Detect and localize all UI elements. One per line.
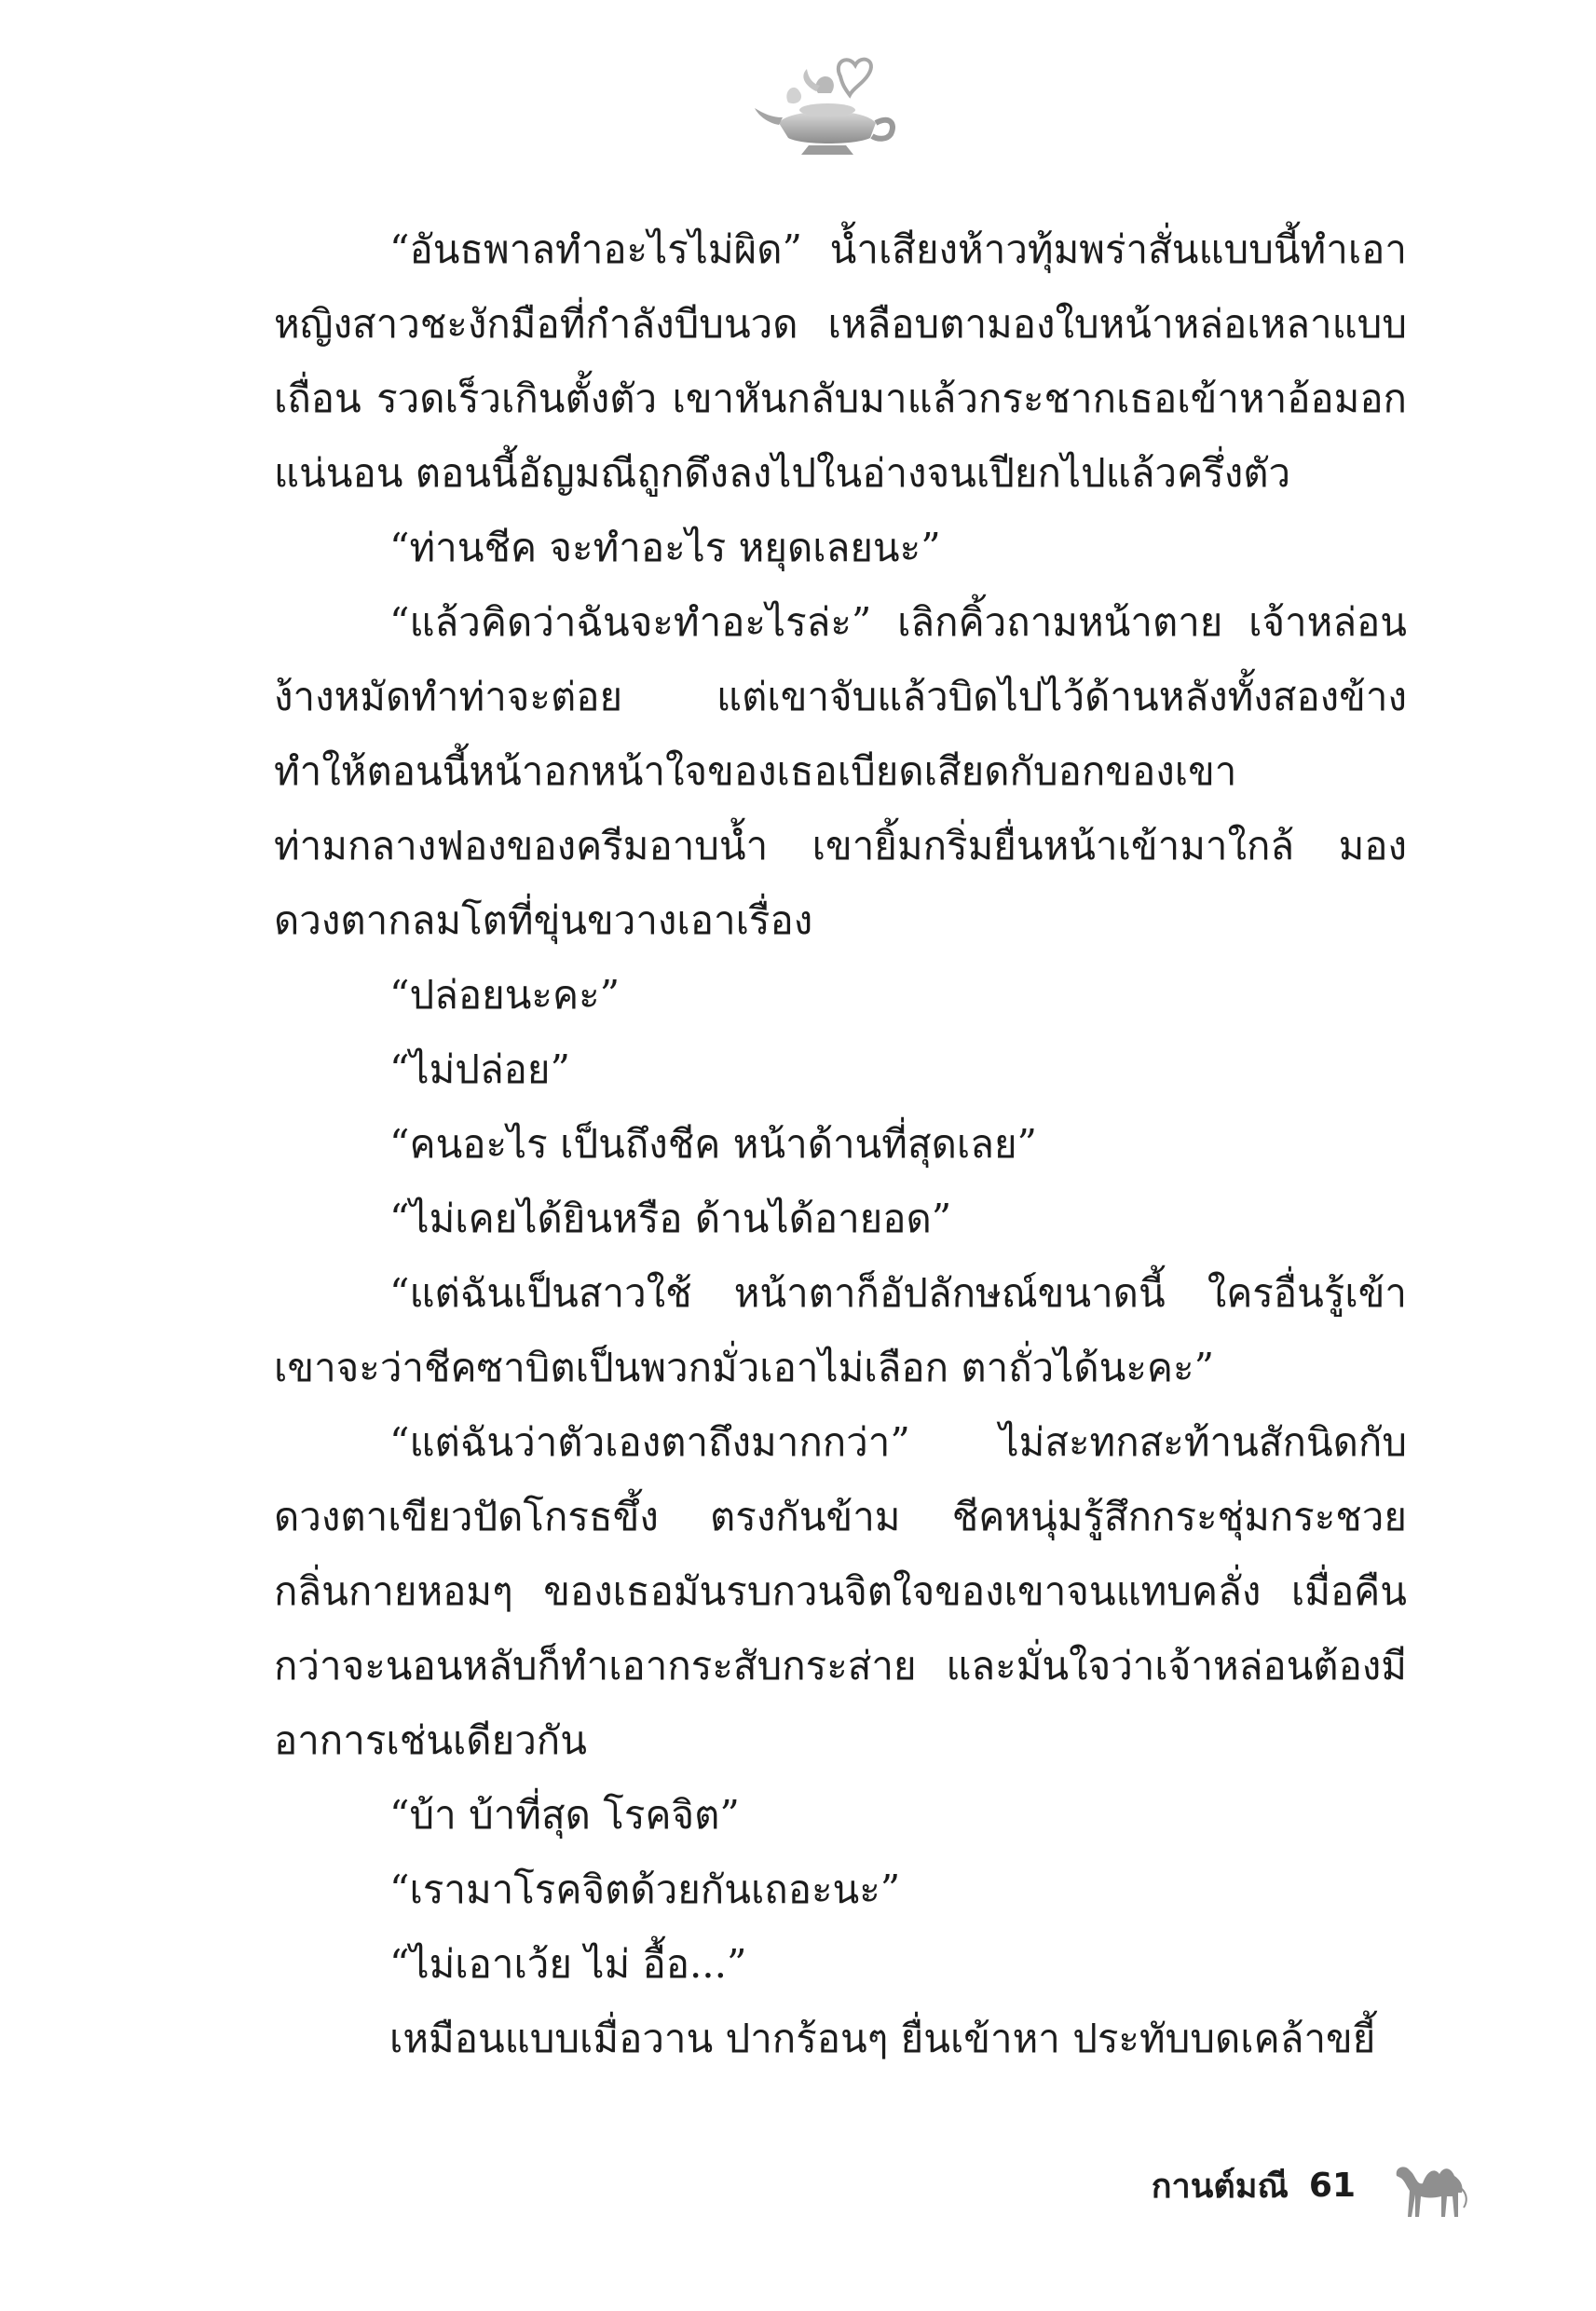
page-footer (1152, 2145, 1473, 2225)
paragraph: “บ้า บ้าที่สุด โรคจิต” (389, 1792, 740, 1838)
paragraph: “แต่ฉันเป็นสาวใช้ หน้าตาก็อัปลักษณ์ขนาดนี้ ใครอื่นรู้เข้าเขาจะว่าชีคซาบิตเป็นพวกมั่วเอาไม่เลือก ตาถั่วได้นะคะ” (274, 1270, 1407, 1390)
paragraph: “ไม่เคยได้ยินหรือ ด้านได้อายอด” (389, 1196, 952, 1241)
genie-lamp-icon (751, 48, 900, 160)
paragraph: “คนอะไร เป็นถึงชีค หน้าด้านที่สุดเลย” (389, 1121, 1038, 1167)
paragraph: “อันธพาลทำอะไรไม่ผิด” น้ำเสียงห้าวทุ้มพร่าสั่นแบบนี้ทำเอาหญิงสาวชะงักมือที่กำลังบีบนวด เหลือบตามองใบหน้าหล่อเหลาแบบเถื่อน รวดเร็วเกินตั้งตัว เขาหันกลับมาแล้วกระชากเธอเข้าหาอ้อมอก แน่นอน ตอนนี้อัญมณีถูกดึงลงไปในอ่างจนเปียกไปแล้วครึ่งตัว (274, 226, 1407, 496)
camel-icon (1389, 2148, 1473, 2222)
paragraph: “แล้วคิดว่าฉันจะทำอะไรล่ะ” เลิกคิ้วถามหน้าตาย เจ้าหล่อนง้างหมัดทำท่าจะต่อย แต่เขาจับแล้วบิดไปไว้ด้านหลังทั้งสองข้าง ทำให้ตอนนี้หน้าอกหน้าใจของเธอเบียดเสียดกับอกของเขา ท่ามกลางฟองของครีมอาบน้ำ เขายิ้มกริ่มยื่นหน้าเข้ามาใกล้ มองดวงตากลมโตที่ขุ่นขวางเอาเรื่อง (274, 599, 1407, 943)
paragraph: “เรามาโรคจิตด้วยกันเถอะนะ” (389, 1867, 901, 1912)
book-title: กานต์มณี (1151, 2167, 1289, 2206)
paragraph: “ไม่เอาเว้ย ไม่ อื้อ...” (389, 1941, 747, 1987)
paragraph: “ปล่อยนะคะ” (389, 972, 621, 1018)
paragraph: “ไม่ปล่อย” (389, 1046, 570, 1092)
story-text (274, 212, 1407, 2076)
paragraph: “ท่านชีค จะทำอะไร หยุดเลยนะ” (389, 525, 941, 570)
paragraph: “แต่ฉันว่าตัวเองตาถึงมากกว่า” ไม่สะทกสะท้านสักนิดกับดวงตาเขียวปัดโกรธขึ้ง ตรงกันข้าม ชีคหนุ่มรู้สึกกระชุ่มกระชวย กลิ่นกายหอมๆ ของเธอมันรบกวนจิตใจของเขาจนแทบคลั่ง เมื่อคืนกว่าจะนอนหลับก็ทำเอากระสับกระส่าย และมั่นใจว่าเจ้าหล่อนต้องมีอาการเช่นเดียวกัน (274, 1419, 1407, 1763)
page-number: 61 (1308, 2166, 1356, 2205)
paragraph: เหมือนแบบเมื่อวาน ปากร้อนๆ ยื่นเข้าหา ประทับบดเคล้าขยี้ (389, 2016, 1376, 2061)
